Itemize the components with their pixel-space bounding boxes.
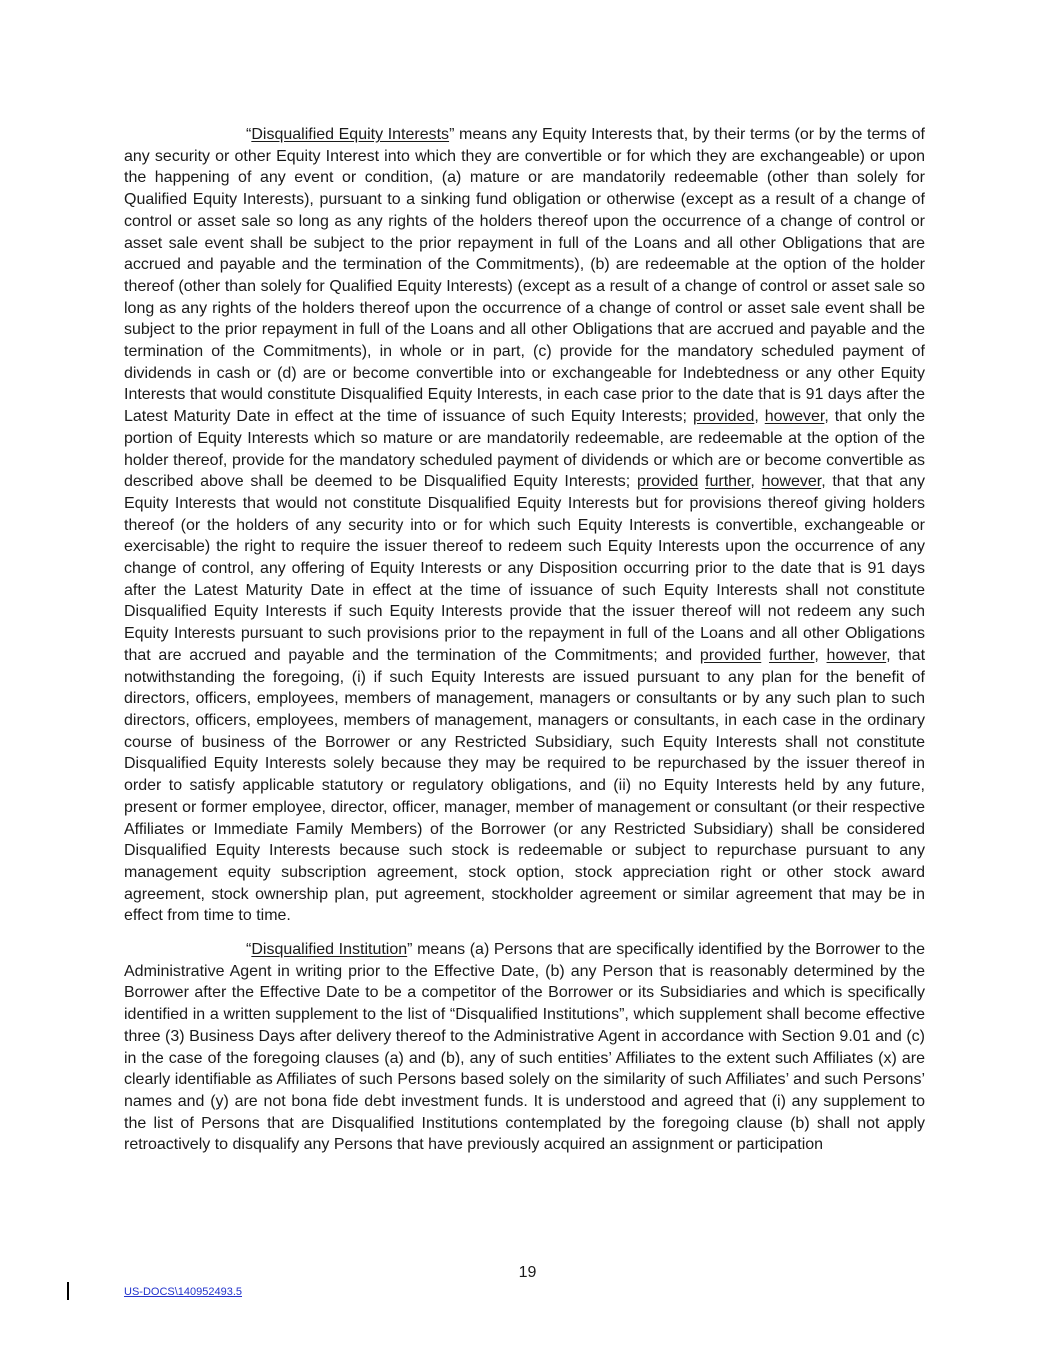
underlined-term: Disqualified Equity Interests (251, 126, 450, 143)
underlined-term: Disqualified Institution (251, 941, 408, 959)
underlined-term: however (826, 646, 887, 664)
paragraph-text: ” means (a) Persons that are specifically identified by the Borrower to the Administrative Agent in writing prior to the Effective Date, (b) any Person that is reasonably determined by the Borrower after the Effective Date to be a competitor of the Borrower or its Subsidiaries and which is specifically identified in a written supplement to the list of “Disqualified Institutions”, which supplement shall become effective three (3) Business Days after delivery thereof to the Administrative Agent in accordance with Section 9.01 and (c) in the case of the foregoing clauses (a) and (b), any of such entities’ Affiliates to the extent such Affiliates (x) are clearly identifiable as Affiliates of such Persons based solely on the similarity of such Affiliates’ and such Persons’ names and (y) are not bona fide debt investment funds. It is understood and agreed that (i) any supplement to the list of Persons that are Disqualified Institutions contemplated by the foregoing clause (b) shall not apply retroactively to disqualify any Persons that have previously acquired an assignment or participation (124, 941, 925, 1154)
page-number: 19 (518, 1264, 537, 1281)
paragraph-text: , (750, 473, 762, 491)
underlined-term: further (769, 646, 815, 664)
paragraph-text: , that that any Equity Interests that would not constitute Disqualified Equity Interests but for provisions thereof giving holders thereof (or the holders of any security into or for which such Equity Interests is convertible, exchangeable or exercisable) the right to require the issuer thereof to redeem such Equity Interests upon the occurrence of any change of control, any offering of Equity Interests or any Disposition occurring prior to the date that is 91 days after the Latest Maturity Date in effect at the time of issuance of such Equity Interests shall not constitute Disqualified Equity Interests if such Equity Interests provide that the issuer thereof will not redeem any such Equity Interests pursuant to such provisions prior to the repayment in full of the Loans and all other Obligations that are accrued and payable and the termination of the Commitments; and (124, 473, 926, 664)
revision-change-bar (67, 1282, 69, 1300)
definition-paragraph (124, 124, 925, 927)
underlined-term: provided (636, 473, 699, 491)
paragraph-text: , that only the portion of Equity Interests which so mature or are mandatorily redeemable, are redeemable at the option of the holder thereof, provide for the mandatory scheduled payment of dividends or which are or become convertible as described above shall be deemed to be Disqualified Equity Interests; (124, 408, 926, 491)
document-body (124, 124, 925, 1156)
paragraph-text: , (754, 408, 765, 426)
paragraph-text: , (814, 646, 827, 664)
document-id-link[interactable]: US-DOCS\140952493.5 (124, 1286, 243, 1298)
paragraph-text: “ (246, 941, 252, 959)
paragraph-text: ” means any Equity Interests that, by their terms (or by the terms of any security or other Equity Interest into which they are convertible or for which they are exchangeable) or upon the happening of any event or condition, (a) mature or are mandatorily redeemable (other than solely for Qualified Equity Interests), pursuant to a sinking fund obligation or otherwise (except as a result of a change of control or asset sale so long as any rights of the holders thereof upon the occurrence of a change of control or asset sale event shall be subject to the prior repayment in full of the Loans and all other Obligations that are accrued and payable and the termination of the Commitments), (b) are redeemable at the option of the holder thereof (other than solely for Qualified Equity Interests) (except as a result of a change of control or asset sale so long as any rights of the holders thereof upon the occurrence of a change of control or asset sale event shall be subject to the prior repayment in full of the Loans and all other Obligations that are accrued and payable and the termination of the Commitments), in whole or in part, (c) provide for the mandatory scheduled payment of dividends in cash or (d) are or become convertible into or exchangeable for Indebtedness or any other Equity Interests that would constitute Disqualified Equity Interests, in each case prior to the date that is 91 days after the Latest Maturity Date in effect at the time of issuance of such Equity Interests; (124, 126, 925, 426)
paragraph-text: “ (246, 126, 252, 143)
underlined-term: further (705, 473, 751, 491)
paragraph-text (761, 647, 769, 664)
underlined-term: provided (699, 646, 762, 664)
underlined-term: however (761, 473, 822, 491)
underlined-term: provided (692, 408, 755, 426)
definition-paragraph (124, 939, 925, 1156)
paragraph-text: , that notwithstanding the foregoing, (i) if such Equity Interests are issued pursuant to any plan for the benefit of directors, officers, employees, members of management, managers or consultants or by any such plan to such directors, officers, employees, members of management, managers or consultants, in each case in the ordinary course of business of the Borrower or any Restricted Subsidiary, such Equity Interests shall not constitute Disqualified Equity Interests solely because they may be required to be repurchased by the issuer thereof in order to satisfy applicable statutory or regulatory obligations, and (ii) no Equity Interests held by any future, present or former employee, director, officer, manager, member of management or consultant (or their respective Affiliates or Immediate Family Members) of the Borrower (or any Restricted Subsidiary) shall be considered Disqualified Equity Interests because such stock is redeemable or subject to repurchase pursuant to any management equity subscription agreement, stock option, stock appreciation right or other stock award agreement, stock ownership plan, put agreement, stockholder agreement or similar agreement that may be in effect from time to time. (124, 646, 926, 925)
underlined-term: however (764, 408, 825, 426)
